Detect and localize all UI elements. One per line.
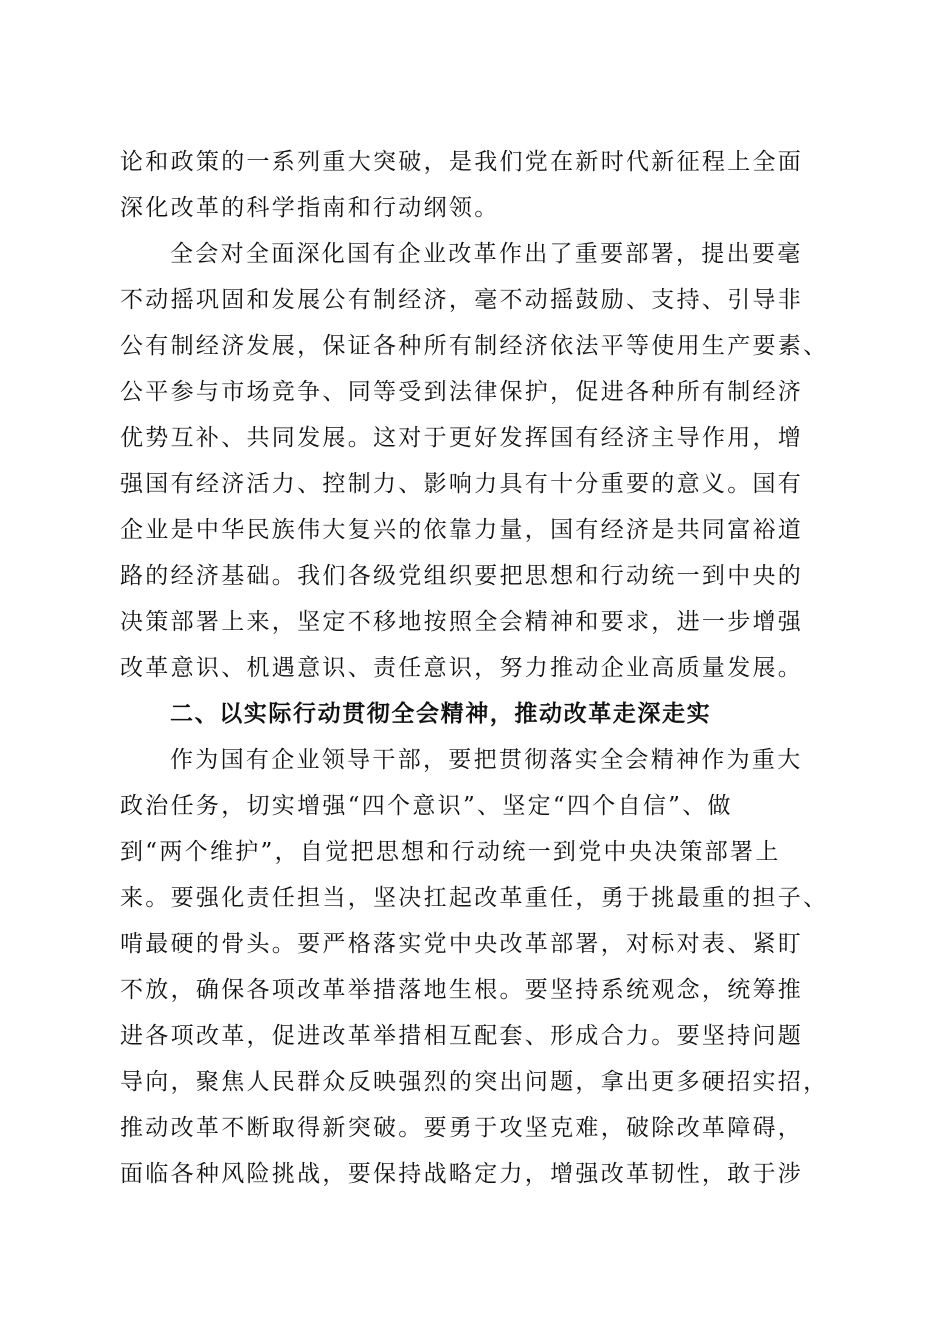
text-line: 不放，确保各项改革举措落地生根。要坚持系统观念，统筹推	[120, 977, 804, 1003]
text-line: 面临各种风险挑战，要保持战略定力，增强改革韧性，敢于涉	[120, 1161, 804, 1187]
text-line: 企业是中华民族伟大复兴的依靠力量，国有经济是共同富裕道	[120, 517, 804, 543]
text-line: 公平参与市场竞争、同等受到法律保护，促进各种所有制经济	[120, 379, 804, 405]
text-line: 优势互补、共同发展。这对于更好发挥国有经济主导作用，增	[120, 425, 804, 451]
text-line: 到“两个维护”，自觉把思想和行动统一到党中央决策部署上	[120, 839, 781, 865]
text-line: 公有制经济发展，保证各种所有制经济依法平等使用生产要素、	[120, 333, 829, 359]
text-line: 进各项改革，促进改革举措相互配套、形成合力。要坚持问题	[120, 1023, 804, 1049]
text-line: 决策部署上来，坚定不移地按照全会精神和要求，进一步增强	[120, 609, 804, 635]
text-line: 路的经济基础。我们各级党组织要把思想和行动统一到中央的	[120, 563, 804, 589]
text-line: 强国有经济活力、控制力、影响力具有十分重要的意义。国有	[120, 471, 804, 497]
text-line: 导向，聚焦人民群众反映强烈的突出问题，拿出更多硬招实招，	[120, 1069, 829, 1095]
text-line: 来。要强化责任担当，坚决扛起改革重任，勇于挑最重的担子、	[120, 885, 829, 911]
text-line: 政治任务，切实增强“四个意识”、坚定“四个自信”、做	[120, 793, 733, 819]
text-line: 推动改革不断取得新突破。要勇于攻坚克难，破除改革障碍，	[120, 1115, 804, 1141]
section-heading: 二、以实际行动贯彻全会精神，推动改革走深走实	[170, 701, 712, 727]
text-line: 改革意识、机遇意识、责任意识，努力推动企业高质量发展。	[120, 655, 804, 681]
text-line: 论和政策的一系列重大突破，是我们党在新时代新征程上全面	[120, 149, 804, 175]
text-line: 啃最硬的骨头。要严格落实党中央改革部署，对标对表、紧盯	[120, 931, 804, 957]
text-line: 作为国有企业领导干部，要把贯彻落实全会精神作为重大	[170, 747, 803, 773]
text-line: 全会对全面深化国有企业改革作出了重要部署，提出要毫	[170, 241, 803, 267]
text-line: 不动摇巩固和发展公有制经济，毫不动摇鼓励、支持、引导非	[120, 287, 804, 313]
text-line: 深化改革的科学指南和行动纲领。	[120, 195, 500, 221]
